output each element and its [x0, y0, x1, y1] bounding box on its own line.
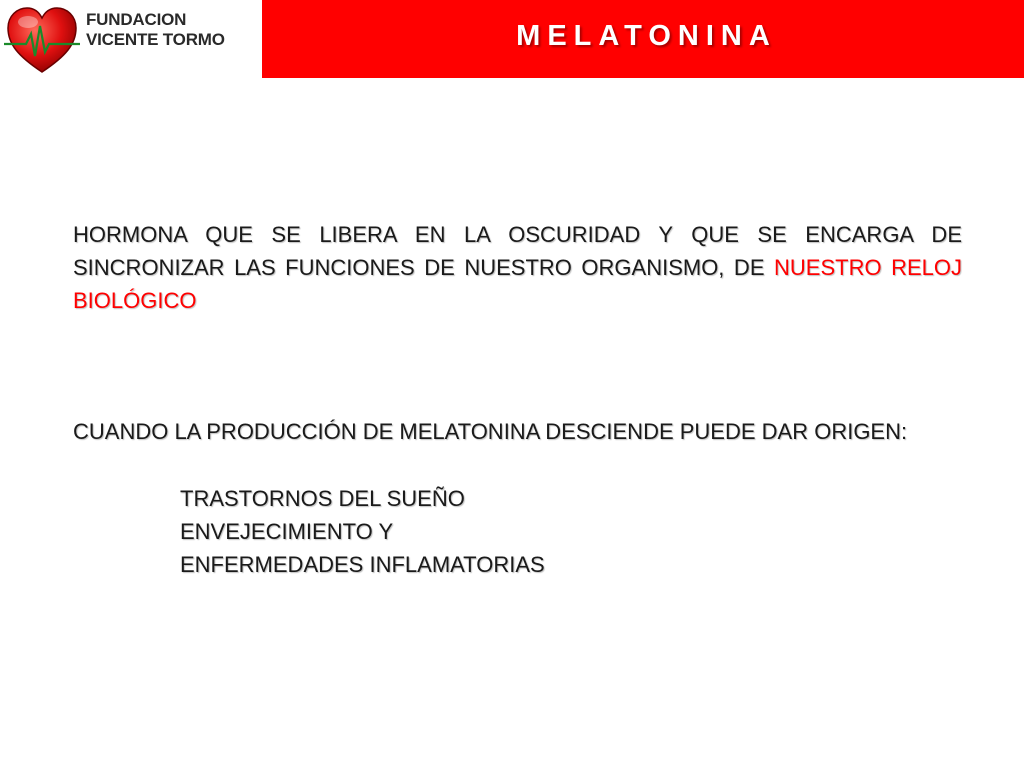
- logo-area: [0, 0, 262, 78]
- consequences-list: [180, 482, 545, 581]
- title-bar: [262, 0, 1024, 78]
- list-item: ENFERMEDADES INFLAMATORIAS: [180, 552, 545, 577]
- organization-name: [86, 10, 225, 50]
- definition-text: HORMONA QUE SE LIBERA EN LA OSCURIDAD Y QUE SE ENCARGA DE SINCRONIZAR LAS FUNCIONES DE NUESTRO ORGANISMO, DE: [73, 222, 962, 280]
- org-name-line-1: FUNDACION: [86, 10, 187, 29]
- heart-ecg-icon: [4, 4, 80, 76]
- slide-title: MELATONINA: [516, 20, 777, 52]
- consequences-intro: CUANDO LA PRODUCCIÓN DE MELATONINA DESCIENDE PUEDE DAR ORIGEN:: [73, 419, 908, 444]
- list-item: ENVEJECIMIENTO Y: [180, 519, 394, 544]
- list-item: TRASTORNOS DEL SUEÑO: [180, 486, 465, 511]
- definition-highlight: NUESTRO RELOJ BIOLÓGICO: [73, 255, 963, 313]
- definition-paragraph: [73, 218, 962, 317]
- org-name-line-2: VICENTE TORMO: [86, 30, 225, 49]
